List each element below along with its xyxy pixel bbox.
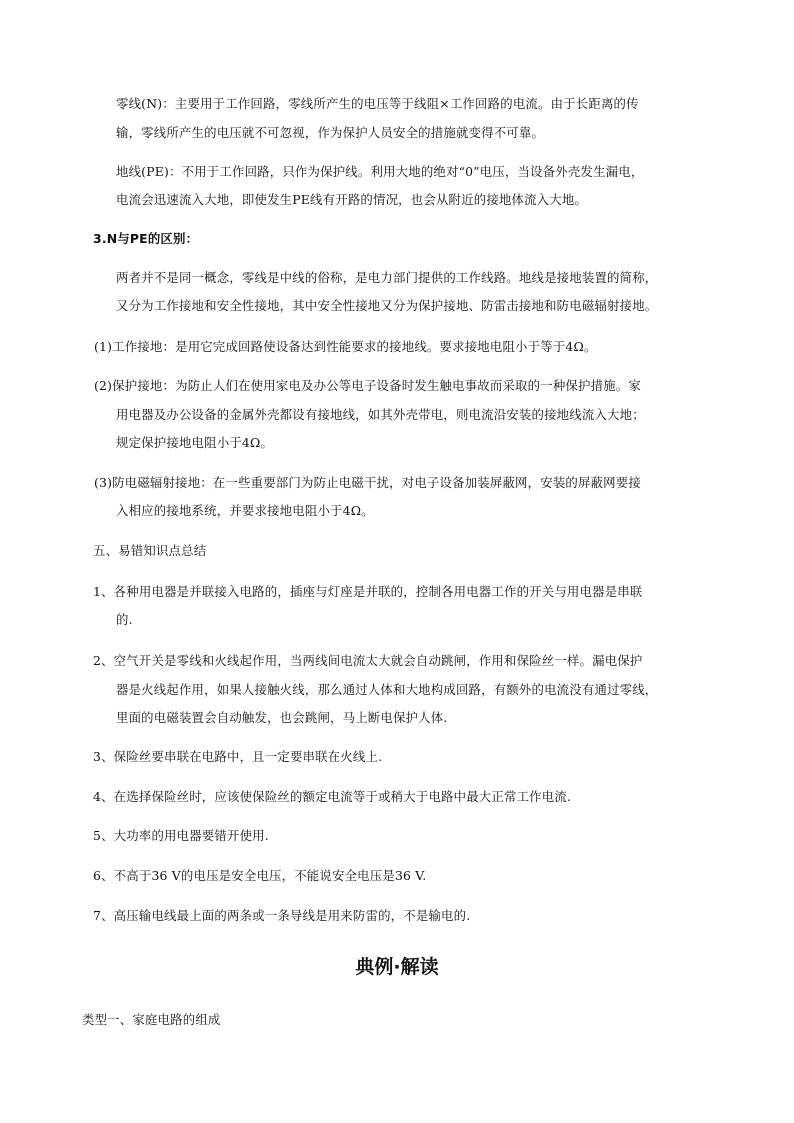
earth-line-2: 电流会迅速流入大地，即使发生PE线有开路的情况，也会从附近的接地体流入大地。	[116, 192, 588, 207]
point-6: 6、不高于36 V的电压是安全电压，不能说安全电压是36 V.	[93, 868, 427, 883]
neutral-line-2: 输，零线所产生的电压就不可忽视，作为保护人员安全的措施就变得不可靠。	[116, 125, 545, 140]
neutral-line-1: 零线(N)：主要用于工作回路，零线所产生的电压等于线阻×工作回路的电流。由于长距离的传	[116, 96, 639, 111]
point-2-line-1: 2、空气开关是零线和火线起作用，当两线间电流太大就会自动跳闸，作用和保险丝一样。漏电保护	[93, 653, 643, 668]
item-1-line-1: (1)工作接地：是用它完成回路使设备达到性能要求的接地线。要求接地电阻小于等于4Ω。	[94, 339, 597, 354]
point-5: 5、大功率的用电器要错开使用.	[93, 828, 269, 843]
point-3: 3、保险丝要串联在电路中，且一定要串联在火线上.	[93, 749, 383, 764]
item-2-line-1: (2)保护接地：为防止人们在使用家电及办公等电子设备时发生触电事故而采取的一种保护措施。家	[94, 378, 641, 393]
item-3-line-1: (3)防电磁辐射接地：在一些重要部门为防止电磁干扰，对电子设备加装屏蔽网，安装的屏蔽网要接	[94, 475, 641, 490]
section-5-title: 五、易错知识点总结	[93, 543, 207, 558]
item-2-line-3: 规定保护接地电阻小于4Ω。	[116, 435, 274, 450]
difference-line-1: 两者并不是同一概念，零线是中线的俗称，是电力部门提供的工作线路。地线是接地装置的简称，	[116, 270, 658, 285]
type-1-title: 类型一、家庭电路的组成	[82, 1012, 221, 1027]
section-3-title: 3.N与PE的区别：	[93, 231, 199, 246]
point-2-line-2: 器是火线起作用，如果人接触火线，那么通过人体和大地构成回路，有额外的电流没有通过零线，	[116, 682, 658, 697]
point-1-line-1: 1、各种用电器是并联接入电路的，插座与灯座是并联的，控制各用电器工作的开关与用电器是串联	[93, 584, 643, 599]
point-1-line-2: 的.	[116, 612, 133, 627]
example-heading: 典例·解读	[355, 956, 439, 978]
point-7: 7、高压输电线最上面的两条或一条导线是用来防雷的，不是输电的.	[93, 908, 471, 923]
earth-line-1: 地线(PE)：不用于工作回路，只作为保护线。利用大地的绝对“0”电压，当设备外壳发生漏电，	[116, 164, 644, 179]
point-4: 4、在选择保险丝时，应该使保险丝的额定电流等于或稍大于电路中最大正常工作电流.	[93, 789, 572, 804]
item-2-line-2: 用电器及办公设备的金属外壳都设有接地线，如其外壳带电，则电流沿安装的接地线流入大地；	[116, 407, 645, 422]
item-3-line-2: 入相应的接地系统，并要求接地电阻小于4Ω。	[116, 503, 374, 518]
point-2-line-3: 里面的电磁装置会自动触发，也会跳闸，马上断电保护人体.	[116, 710, 448, 725]
difference-line-2: 又分为工作接地和安全性接地，其中安全性接地又分为保护接地、防雷击接地和防电磁辐射接地。	[116, 298, 658, 313]
